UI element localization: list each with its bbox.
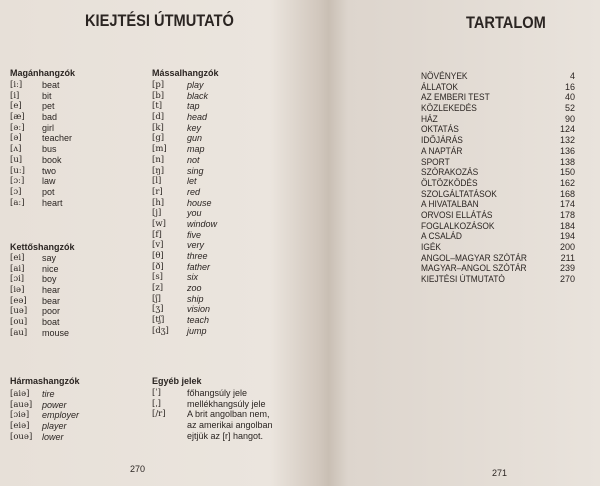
example-word: bear bbox=[42, 295, 61, 306]
table-of-contents bbox=[421, 71, 575, 285]
toc-entry-page: 184 bbox=[559, 220, 575, 231]
vowels-list bbox=[10, 80, 120, 208]
phoneme-symbol: [m] bbox=[152, 144, 167, 155]
phoneme-symbol: [r] bbox=[152, 186, 163, 197]
phoneme-row bbox=[10, 264, 120, 275]
phoneme-symbol: [θ] bbox=[152, 251, 164, 261]
example-word: poor bbox=[42, 306, 61, 317]
toc-entry-title: SZÓRAKOZÁS bbox=[421, 167, 479, 178]
phoneme-symbol: [ð] bbox=[152, 261, 164, 272]
phoneme-row bbox=[152, 101, 282, 112]
example-word: gun bbox=[187, 133, 203, 144]
left-page-number: 270 bbox=[130, 464, 146, 474]
phoneme-row bbox=[10, 198, 120, 209]
consonants-list bbox=[152, 80, 282, 337]
example-word: head bbox=[187, 112, 208, 123]
phoneme-symbol: [ɔ] bbox=[10, 186, 22, 197]
phoneme-row bbox=[152, 326, 282, 337]
phoneme-row bbox=[152, 198, 282, 209]
phoneme-row bbox=[10, 296, 120, 307]
phoneme-symbol: [j] bbox=[152, 208, 162, 219]
toc-entry bbox=[421, 274, 575, 285]
toc-entry bbox=[421, 124, 575, 135]
phoneme-symbol: [tʃ] bbox=[152, 315, 165, 326]
note-line-3: ejtjük az [r] hangot. bbox=[187, 431, 264, 441]
phoneme-symbol: [auə] bbox=[10, 399, 33, 410]
example-word: nice bbox=[42, 263, 59, 274]
example-word: lower bbox=[42, 431, 64, 442]
toc-entry-page: 4 bbox=[569, 71, 575, 81]
example-word: book bbox=[42, 154, 62, 165]
phoneme-symbol: [ou] bbox=[10, 317, 28, 328]
phoneme-symbol: [ʒ] bbox=[152, 304, 164, 315]
toc-entry-title: SZOLGÁLTATÁSOK bbox=[421, 188, 497, 199]
toc-entry-title: IGÉK bbox=[421, 242, 442, 252]
toc-entry bbox=[421, 167, 575, 178]
other-signs-heading: Egyéb jelek bbox=[152, 376, 202, 386]
phoneme-row bbox=[10, 80, 120, 91]
phoneme-row bbox=[152, 187, 282, 198]
phoneme-row bbox=[152, 144, 282, 155]
phoneme-symbol: [ɔː] bbox=[10, 176, 25, 187]
phoneme-row bbox=[10, 101, 120, 112]
example-word: employer bbox=[42, 410, 80, 421]
toc-entry-page: 136 bbox=[559, 145, 575, 156]
sign-row bbox=[152, 388, 302, 399]
phoneme-row bbox=[152, 283, 282, 294]
triphthongs-list bbox=[10, 389, 120, 442]
toc-entry-page: 40 bbox=[564, 92, 575, 103]
phoneme-symbol: [uə] bbox=[10, 306, 28, 317]
phoneme-symbol: [eə] bbox=[10, 295, 27, 306]
toc-entry-page: 90 bbox=[564, 113, 575, 124]
phoneme-symbol: [t] bbox=[152, 101, 163, 112]
toc-entry-page: 200 bbox=[559, 242, 575, 252]
example-word: boy bbox=[42, 274, 57, 285]
right-page-title: TARTALOM bbox=[466, 13, 546, 32]
phoneme-symbol: [i] bbox=[10, 90, 20, 101]
phoneme-row bbox=[152, 112, 282, 123]
vowels-heading: Magánhangzók bbox=[10, 68, 76, 78]
example-word: let bbox=[187, 176, 197, 187]
toc-entry-title: NÖVÉNYEK bbox=[421, 71, 468, 81]
phoneme-row bbox=[152, 91, 282, 102]
toc-entry-title: A HIVATALBAN bbox=[421, 199, 479, 210]
toc-entry-page: 52 bbox=[564, 103, 575, 114]
diphthongs-list bbox=[10, 253, 120, 339]
toc-entry bbox=[421, 178, 575, 189]
phoneme-row bbox=[10, 317, 120, 328]
example-word: bad bbox=[42, 112, 58, 123]
example-word: tire bbox=[42, 389, 55, 399]
phoneme-symbol: [ai] bbox=[10, 263, 25, 274]
phoneme-symbol: [n] bbox=[152, 154, 165, 165]
phoneme-row bbox=[152, 251, 282, 262]
phoneme-row bbox=[10, 410, 120, 421]
phoneme-row bbox=[152, 294, 282, 305]
toc-entry-title: HÁZ bbox=[421, 113, 438, 124]
example-word: mouse bbox=[42, 327, 70, 338]
toc-entry-title: FOGLALKOZÁSOK bbox=[421, 220, 495, 231]
toc-entry-page: 174 bbox=[559, 199, 575, 210]
phoneme-symbol: [æ] bbox=[10, 112, 25, 123]
phoneme-row bbox=[10, 328, 120, 339]
toc-entry bbox=[421, 92, 575, 103]
toc-entry-page: 162 bbox=[559, 177, 575, 188]
phoneme-row bbox=[10, 166, 120, 177]
left-page-title: KIEJTÉSI ÚTMUTATÓ bbox=[85, 11, 234, 30]
example-word: very bbox=[187, 240, 205, 251]
phoneme-symbol: [ʃ] bbox=[152, 293, 161, 304]
phoneme-row bbox=[152, 155, 282, 166]
toc-entry bbox=[421, 221, 575, 232]
toc-entry bbox=[421, 146, 575, 157]
toc-entry-page: 124 bbox=[559, 124, 575, 135]
phoneme-row bbox=[152, 219, 282, 230]
example-word: map bbox=[187, 144, 205, 155]
phoneme-symbol: [aiə] bbox=[10, 389, 30, 399]
phoneme-row bbox=[10, 176, 120, 187]
triphthongs-heading: Hármashangzók bbox=[10, 376, 80, 386]
phoneme-symbol: [s] bbox=[152, 272, 163, 283]
phoneme-symbol: [ʌ] bbox=[10, 144, 22, 155]
phoneme-row bbox=[152, 176, 282, 187]
phoneme-symbol: [iə] bbox=[10, 285, 25, 296]
toc-entry bbox=[421, 253, 575, 264]
phoneme-row bbox=[152, 133, 282, 144]
toc-entry-page: 138 bbox=[559, 156, 575, 167]
phoneme-symbol: [f] bbox=[152, 229, 162, 240]
toc-entry-title: AZ EMBERI TEST bbox=[421, 92, 490, 103]
phoneme-symbol: [ŋ] bbox=[152, 165, 165, 176]
example-word: jump bbox=[187, 325, 207, 336]
toc-entry-title: ÁLLATOK bbox=[421, 81, 458, 92]
phoneme-row bbox=[152, 166, 282, 177]
phoneme-row bbox=[10, 306, 120, 317]
toc-entry-title: KIEJTÉSI ÚTMUTATÓ bbox=[421, 274, 505, 285]
example-word: beat bbox=[42, 80, 60, 90]
example-word: not bbox=[187, 154, 200, 165]
phoneme-row bbox=[152, 315, 282, 326]
phoneme-symbol: [k] bbox=[152, 122, 164, 133]
example-word: vision bbox=[187, 304, 211, 315]
phoneme-row bbox=[10, 91, 120, 102]
example-word: girl bbox=[42, 122, 55, 133]
example-word: law bbox=[42, 176, 56, 187]
sign-description: főhangsúly jele bbox=[187, 388, 248, 398]
toc-entry bbox=[421, 189, 575, 200]
sign-description: A brit angolban nem, bbox=[187, 409, 270, 420]
phoneme-symbol: [uː] bbox=[10, 165, 25, 176]
toc-entry bbox=[421, 71, 575, 82]
example-word: pet bbox=[42, 101, 55, 112]
example-word: play bbox=[187, 80, 204, 90]
example-word: power bbox=[42, 399, 67, 410]
toc-entry bbox=[421, 135, 575, 146]
phoneme-row bbox=[10, 133, 120, 144]
phoneme-symbol: [e] bbox=[10, 101, 22, 112]
phoneme-symbol: [w] bbox=[152, 218, 166, 229]
phoneme-row bbox=[10, 421, 120, 432]
consonants-heading: Mássalhangzók bbox=[152, 68, 219, 78]
toc-entry bbox=[421, 103, 575, 114]
sign-row bbox=[152, 409, 302, 420]
phoneme-row bbox=[152, 80, 282, 91]
toc-entry bbox=[421, 114, 575, 125]
phoneme-row bbox=[10, 274, 120, 285]
phoneme-row bbox=[10, 253, 120, 264]
phoneme-symbol: [dʒ] bbox=[152, 325, 169, 336]
example-word: you bbox=[187, 208, 202, 219]
phoneme-symbol: [d] bbox=[152, 112, 165, 123]
sign-description: mellékhangsúly jele bbox=[187, 398, 266, 409]
toc-entry-page: 270 bbox=[559, 274, 575, 285]
phoneme-symbol: [eiə] bbox=[10, 421, 30, 432]
example-word: teacher bbox=[42, 133, 73, 144]
toc-entry-title: A NAPTÁR bbox=[421, 145, 463, 156]
phoneme-row bbox=[10, 389, 120, 400]
phoneme-symbol: [ouə] bbox=[10, 431, 33, 442]
toc-entry bbox=[421, 199, 575, 210]
phoneme-row bbox=[152, 123, 282, 134]
phoneme-symbol: [əː] bbox=[10, 122, 25, 133]
toc-entry-title: ÖLTÖZKÖDÉS bbox=[421, 177, 478, 188]
phoneme-symbol: [p] bbox=[152, 80, 165, 90]
example-word: zoo bbox=[187, 283, 202, 294]
note-line-2: az amerikai angolban bbox=[187, 420, 273, 430]
toc-entry-page: 194 bbox=[559, 231, 575, 242]
toc-entry-title: ANGOL–MAGYAR SZÓTÁR bbox=[421, 252, 527, 263]
phoneme-row bbox=[10, 432, 120, 443]
phoneme-row bbox=[152, 230, 282, 241]
example-word: window bbox=[187, 218, 218, 229]
example-word: ship bbox=[187, 293, 204, 304]
phoneme-symbol: [h] bbox=[152, 197, 165, 208]
toc-entry-page: 16 bbox=[564, 81, 575, 92]
sign-symbol: [ˌ] bbox=[152, 398, 161, 409]
toc-entry-title: IDŐJÁRÁS bbox=[421, 135, 463, 146]
toc-entry bbox=[421, 263, 575, 274]
phoneme-row bbox=[10, 400, 120, 411]
toc-entry-page: 168 bbox=[559, 188, 575, 199]
toc-entry-page: 211 bbox=[560, 252, 575, 263]
toc-entry-title: ORVOSI ELLÁTÁS bbox=[421, 209, 493, 220]
toc-entry-page: 132 bbox=[559, 135, 575, 146]
example-word: teach bbox=[187, 315, 210, 326]
phoneme-row bbox=[152, 304, 282, 315]
phoneme-symbol: [l] bbox=[152, 176, 162, 187]
diphthongs-heading: Kettőshangzók bbox=[10, 242, 75, 252]
example-word: sing bbox=[187, 165, 204, 176]
toc-entry-page: 178 bbox=[559, 209, 575, 220]
example-word: key bbox=[187, 122, 202, 133]
toc-entry-title: KÖZLEKEDÉS bbox=[421, 103, 477, 114]
example-word: father bbox=[187, 261, 211, 272]
sign-symbol: [/r] bbox=[152, 409, 166, 420]
phoneme-symbol: [ei] bbox=[10, 253, 25, 263]
phoneme-symbol: [ə] bbox=[10, 133, 22, 144]
example-word: boat bbox=[42, 317, 60, 328]
toc-entry bbox=[421, 231, 575, 242]
example-word: heart bbox=[42, 197, 63, 208]
toc-entry-page: 150 bbox=[559, 167, 575, 178]
toc-entry bbox=[421, 157, 575, 168]
phoneme-symbol: [z] bbox=[152, 283, 164, 294]
phoneme-row bbox=[152, 240, 282, 251]
example-word: three bbox=[187, 251, 208, 261]
phoneme-row bbox=[152, 262, 282, 273]
right-page-number: 271 bbox=[492, 468, 508, 478]
toc-entry-title: SPORT bbox=[421, 156, 450, 167]
phoneme-symbol: [aː] bbox=[10, 197, 25, 208]
toc-entry-title: OKTATÁS bbox=[421, 124, 459, 135]
example-word: pot bbox=[42, 186, 55, 197]
phoneme-symbol: [ɔi] bbox=[10, 274, 25, 285]
other-signs-list bbox=[152, 388, 302, 420]
sign-row bbox=[152, 399, 302, 410]
phoneme-symbol: [v] bbox=[152, 240, 164, 251]
toc-entry bbox=[421, 210, 575, 221]
example-word: red bbox=[187, 186, 201, 197]
sign-symbol: [ˈ] bbox=[152, 388, 161, 398]
phoneme-row bbox=[10, 187, 120, 198]
toc-entry-page: 239 bbox=[559, 263, 575, 274]
phoneme-symbol: [g] bbox=[152, 133, 165, 144]
phoneme-symbol: [iː] bbox=[10, 80, 23, 90]
phoneme-row bbox=[10, 112, 120, 123]
phoneme-row bbox=[10, 155, 120, 166]
phoneme-symbol: [ɔiə] bbox=[10, 410, 30, 421]
example-word: hear bbox=[42, 285, 61, 296]
phoneme-row bbox=[152, 208, 282, 219]
toc-entry-title: MAGYAR–ANGOL SZÓTÁR bbox=[421, 263, 527, 274]
phoneme-symbol: [u] bbox=[10, 154, 23, 165]
toc-entry bbox=[421, 82, 575, 93]
phoneme-row bbox=[10, 123, 120, 134]
example-word: five bbox=[187, 229, 202, 240]
phoneme-symbol: [b] bbox=[152, 90, 165, 101]
example-word: six bbox=[187, 272, 198, 283]
example-word: two bbox=[42, 165, 57, 176]
phoneme-row bbox=[152, 272, 282, 283]
example-word: tap bbox=[187, 101, 200, 112]
phoneme-row bbox=[10, 285, 120, 296]
example-word: say bbox=[42, 253, 57, 263]
toc-entry bbox=[421, 242, 575, 253]
example-word: player bbox=[42, 421, 67, 432]
example-word: black bbox=[187, 90, 209, 101]
toc-entry-title: A CSALÁD bbox=[421, 231, 462, 242]
phoneme-symbol: [au] bbox=[10, 327, 28, 338]
example-word: house bbox=[187, 197, 212, 208]
phoneme-row bbox=[10, 144, 120, 155]
example-word: bus bbox=[42, 144, 57, 155]
example-word: bit bbox=[42, 90, 52, 101]
